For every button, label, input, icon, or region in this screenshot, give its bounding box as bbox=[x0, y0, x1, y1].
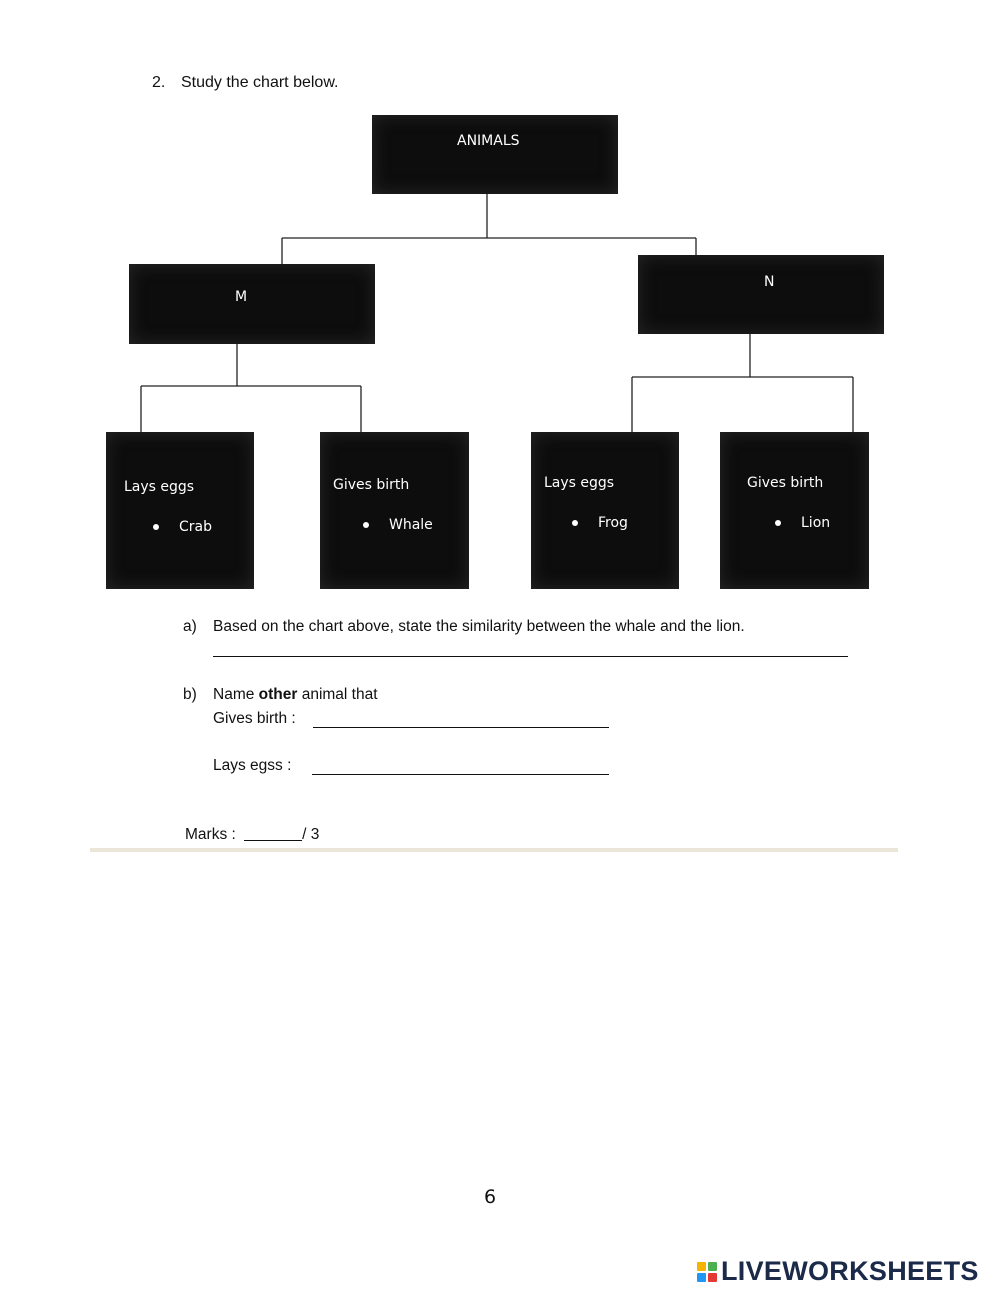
leaf-label: Lays eggs bbox=[124, 479, 195, 495]
gives-birth-label: Gives birth : bbox=[213, 710, 296, 727]
part-a-text: Based on the chart above, state the similarity between the whale and the lion. bbox=[213, 618, 745, 635]
leaf-example bbox=[572, 515, 628, 531]
marks-total: / 3 bbox=[302, 826, 320, 843]
chart-leaf-box bbox=[531, 432, 679, 589]
question-number: 2. bbox=[152, 74, 166, 91]
marks-blank[interactable] bbox=[244, 840, 302, 841]
chart-group-m-box bbox=[129, 264, 375, 344]
part-b-question bbox=[183, 686, 378, 704]
leaf-label: Lays eggs bbox=[544, 475, 615, 491]
part-b-text-post: animal that bbox=[297, 686, 378, 703]
logo-grid-icon bbox=[697, 1262, 717, 1282]
lays-eggs-answer-line[interactable] bbox=[312, 774, 609, 775]
bullet-icon bbox=[572, 520, 578, 526]
part-b-text-bold: other bbox=[258, 686, 298, 703]
marks-label: Marks : bbox=[185, 826, 236, 843]
question-instruction: Study the chart below. bbox=[181, 74, 339, 91]
chart-leaf-box bbox=[320, 432, 469, 589]
section-divider bbox=[90, 848, 898, 852]
bullet-icon bbox=[153, 524, 159, 530]
liveworksheets-logo bbox=[697, 1256, 979, 1287]
chart-root-label: ANIMALS bbox=[457, 133, 520, 149]
chart-group-m-label: M bbox=[235, 289, 248, 305]
brand-name: LIVEWORKSHEETS bbox=[721, 1256, 979, 1286]
bullet-icon bbox=[363, 522, 369, 528]
leaf-example-text: Whale bbox=[389, 517, 433, 533]
leaf-example bbox=[363, 517, 433, 533]
part-b-text-pre: Name bbox=[213, 686, 259, 703]
part-a-question bbox=[183, 618, 745, 636]
part-a-answer-line[interactable] bbox=[213, 656, 848, 657]
bullet-icon bbox=[775, 520, 781, 526]
part-a-letter: a) bbox=[183, 618, 197, 635]
leaf-example bbox=[775, 515, 830, 531]
chart-root-box bbox=[372, 115, 618, 194]
chart-leaf-box bbox=[720, 432, 869, 589]
page-number: 6 bbox=[484, 1186, 497, 1208]
leaf-example-text: Lion bbox=[801, 515, 831, 531]
gives-birth-answer-line[interactable] bbox=[313, 727, 609, 728]
chart-group-n-label: N bbox=[764, 274, 775, 290]
chart-group-n-box bbox=[638, 255, 884, 334]
marks bbox=[185, 826, 319, 844]
chart-leaf-box bbox=[106, 432, 254, 589]
lays-eggs-label: Lays egss : bbox=[213, 757, 292, 774]
part-b-letter: b) bbox=[183, 686, 197, 703]
leaf-label: Gives birth bbox=[747, 475, 824, 491]
leaf-example bbox=[153, 519, 212, 535]
leaf-example-text: Frog bbox=[598, 515, 628, 531]
leaf-label: Gives birth bbox=[333, 477, 410, 493]
leaf-example-text: Crab bbox=[179, 519, 212, 535]
